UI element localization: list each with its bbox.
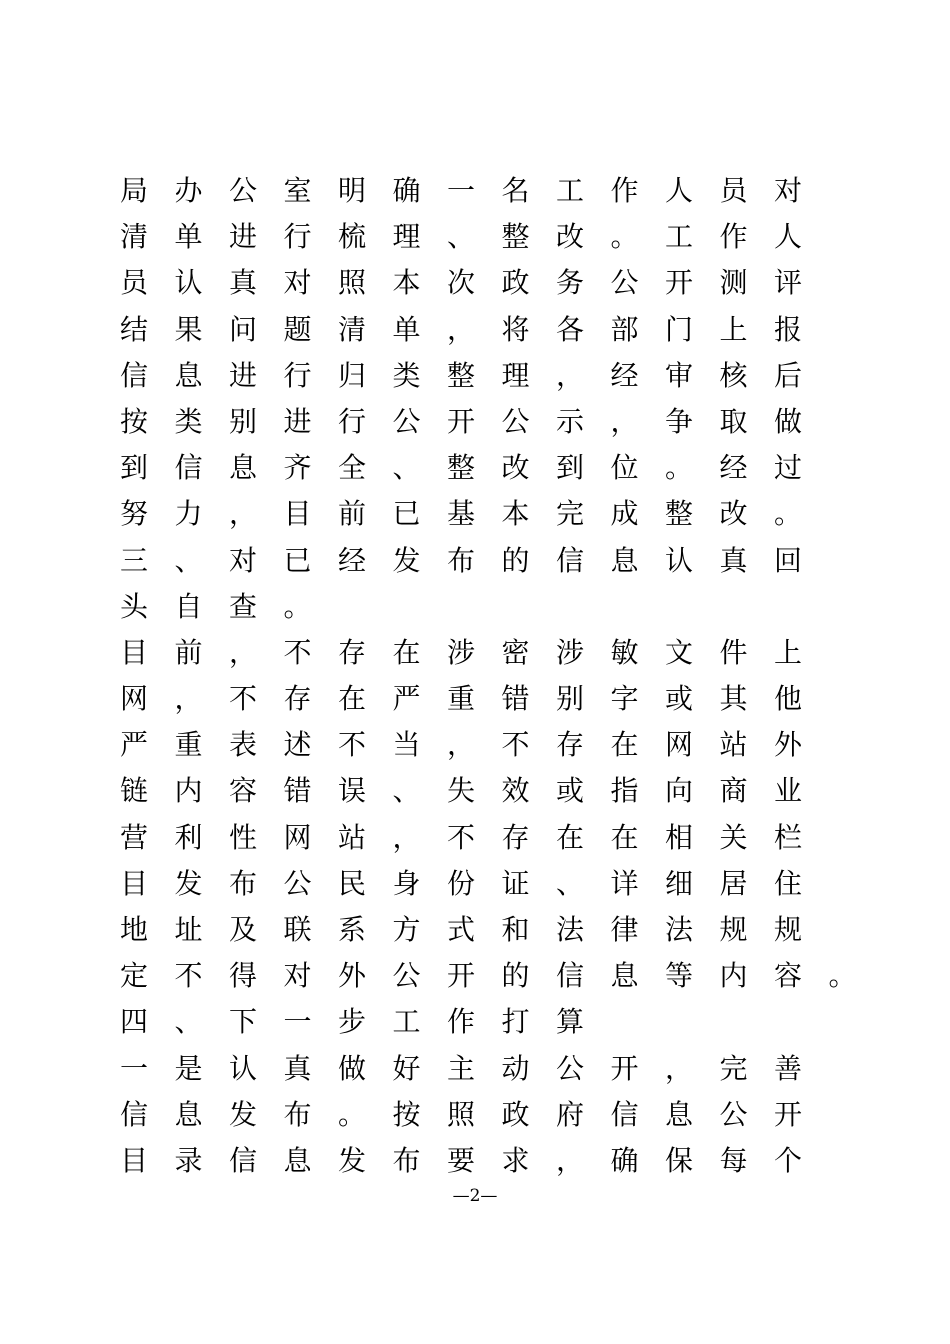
body-text [120,168,884,1184]
text-line-11: 目前，不存在涉密涉敏文件上 [120,635,829,669]
text-line-5: 信息进行归类整理，经审核后 [120,358,829,392]
text-line-21: 信息发布。按照政府信息公开 [120,1097,829,1131]
text-line-22: 目录信息发布要求，确保每个 [120,1143,829,1177]
section-heading-4: 四、下一步工作打算 [120,1005,611,1039]
text-line-8: 努力，目前已基本完成整改。 [120,497,829,531]
text-line-16: 目发布公民身份证、详细居住 [120,866,829,900]
text-line-20: 一是认真做好主动公开，完善 [120,1051,829,1085]
text-line-1: 局办公室明确一名工作人员对 [120,174,829,207]
text-line-14: 链内容错误、失效或指向商业 [120,774,829,808]
section-heading-3: 三、对已经发布的信息认真回 [120,543,829,577]
page-number: —2— [452,1186,498,1206]
text-line-15: 营利性网站，不存在在相关栏 [120,820,829,854]
text-line-2: 清单进行梳理、整改。工作人 [120,220,829,254]
text-line-6: 按类别进行公开公示，争取做 [120,404,829,438]
text-line-4: 结果问题清单，将各部门上报 [120,312,829,346]
text-line-10: 头自查。 [120,589,339,623]
text-line-7: 到信息齐全、整改到位。经过 [120,451,829,485]
text-line-18: 定不得对外公开的信息等内容。 [120,959,884,993]
text-line-13: 严重表述不当，不存在网站外 [120,728,829,762]
text-line-3: 员认真对照本次政务公开测评 [120,266,829,300]
text-line-17: 地址及联系方式和法律法规规 [120,913,829,946]
text-line-12: 网，不存在严重错别字或其他 [120,682,829,716]
